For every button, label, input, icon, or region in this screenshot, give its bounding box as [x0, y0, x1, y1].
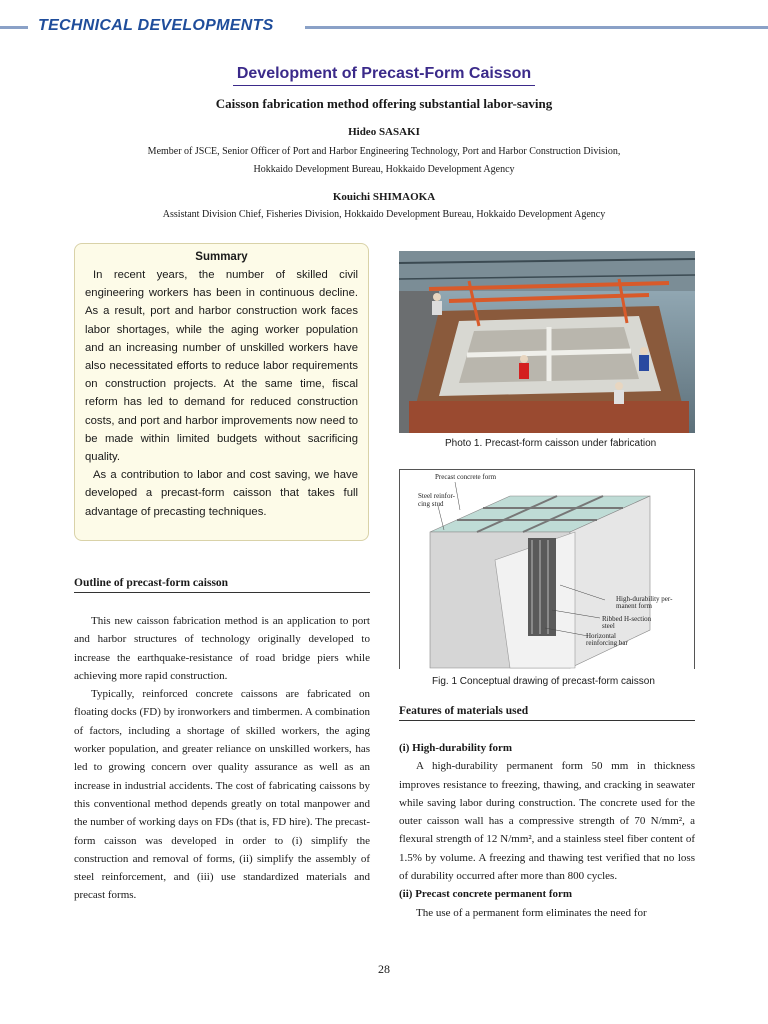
section-label: TECHNICAL DEVELOPMENTS	[38, 17, 274, 34]
author-name: Hideo SASAKI	[348, 126, 420, 138]
features-body	[399, 739, 695, 922]
author-affiliation: Hokkaido Development Bureau, Hokkaido Development Agency	[253, 164, 515, 175]
body-paragraph: Typically, reinforced concrete caissons are fabricated on floating docks (FD) by ironworkers and timbermen. A combination of factors, including a shortage of skilled workers, the aging worker population, and greater reliance on unskilled workers, has led to growing concern over quality assurance as well as an increase in industrial accidents. The cost of fabricating caissons by this conventional method depends greatly on total manpower and the number of working days on FDs (that is, FD hire). The precast-form caisson was developed in order to (i) simplify the construction and removal of forms, (ii) simplify the assembly of steel reinforcement, and (iii) use standardized materials and precast forms.	[74, 688, 370, 902]
label-hd-form: manent form	[616, 602, 652, 610]
photo-caption: Photo 1. Precast-form caisson under fabrication	[445, 438, 657, 449]
section-heading-features: Features of materials used	[399, 705, 695, 721]
caisson-photo	[399, 251, 695, 433]
page-number: 28	[378, 962, 390, 976]
header-rule-left	[0, 26, 28, 29]
body-paragraph: A high-durability permanent form 50 mm in thickness improves resistance to freezing, thawing, and cracking in seawater while saving labor during construction. The concrete used for the outer caisson wall has a compressive strength of 70 N/mm², a flexural strength of 12 N/mm², and a stainless steel fiber content of 1.5% by volume. A freezing and thawing test verified that no loss of durability occurred after more than 800 cycles.	[399, 760, 695, 883]
label-stud: Steel reinfor-	[418, 492, 455, 500]
body-paragraph: The use of a permanent form eliminates the need for	[416, 906, 647, 919]
label-bar: Horizontal	[586, 632, 616, 640]
author-affiliation: Assistant Division Chief, Fisheries Division, Hokkaido Development Bureau, Hokkaido Development Agency	[162, 209, 606, 220]
figure-frame	[399, 469, 695, 669]
summary-paragraph: As a contribution to labor and cost saving, we have developed a precast-form caisson that takes full advantage of precasting techniques.	[85, 469, 358, 518]
figure-caption: Fig. 1 Conceptual drawing of precast-form caisson	[432, 676, 655, 687]
section-header	[0, 17, 768, 37]
label-bar: reinforcing bar	[586, 639, 628, 647]
author-name: Kouichi SHIMAOKA	[332, 191, 436, 203]
label-stud: cing stud	[418, 500, 444, 508]
label-hd-form: High-durability per-	[616, 595, 673, 603]
summary-box	[74, 243, 369, 541]
body-paragraph: This new caisson fabrication method is an application to port and harbor structures of technology originally developed to increase the earthquake-resistance of road bridge piers while achieving more rapid construction.	[74, 615, 370, 682]
section-heading-outline: Outline of precast-form caisson	[74, 577, 370, 593]
subsection-heading: (i) High-durability form	[399, 742, 513, 754]
label-h-steel: Ribbed H-section	[602, 615, 652, 623]
subsection-heading: (ii) Precast concrete permanent form	[399, 888, 573, 901]
summary-paragraph: In recent years, the number of skilled civil engineering workers has been in continuous decline. As a result, port and harbor construction work faces labor shortages, while the aging worker population and an increasing number of unskilled workers have also necessitated efforts to reduce labor requirements on construction projects. At the same time, fiscal reform has led to demand for reduced construction costs, and port and harbor improvements now need to be made within limited budgets without sacrificing quality.	[85, 269, 358, 464]
summary-heading: Summary	[195, 251, 248, 263]
author-affiliation: Member of JSCE, Senior Officer of Port and Harbor Engineering Technology, Port and Harbor Construction Division,	[147, 146, 621, 157]
label-h-steel: steel	[602, 622, 615, 630]
article-subtitle: Caisson fabrication method offering substantial labor-saving	[215, 96, 553, 111]
outline-body	[74, 612, 370, 905]
header-rule-right	[305, 26, 768, 29]
caisson-photo-illustration	[399, 251, 695, 433]
article-title: Development of Precast-Form Caisson	[0, 65, 768, 83]
label-precast-form: Precast concrete form	[435, 473, 497, 481]
